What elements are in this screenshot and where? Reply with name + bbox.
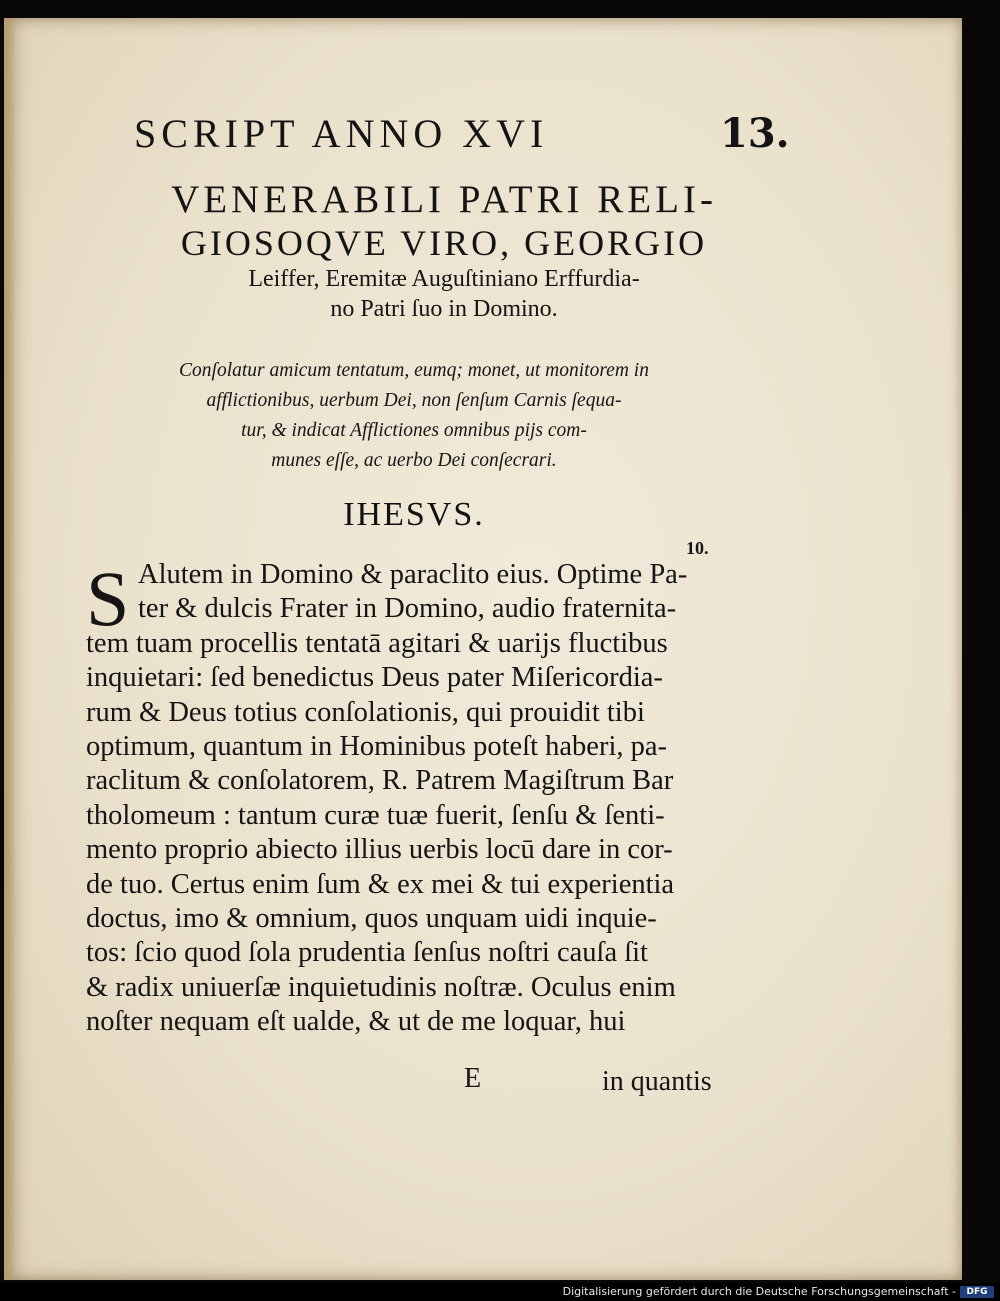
book-page bbox=[4, 18, 962, 1280]
funding-credit: Digitalisierung gefördert durch die Deutsche Forschungsgemeinschaft - bbox=[562, 1285, 956, 1298]
signature-mark: E bbox=[464, 1063, 482, 1094]
body-line: & radix uniuerſæ inquietudinis noſtræ. Oculus enim bbox=[86, 971, 676, 1003]
body-line: tholomeum : tantum curæ tuæ fuerit, ſenſu & ſenti- bbox=[86, 799, 665, 831]
heading-line-4: no Patri ſuo in Domino. bbox=[330, 296, 558, 322]
running-title: SCRIPT ANNO XVI bbox=[134, 111, 549, 156]
body-line: optimum, quantum in Hominibus poteſt haberi, pa- bbox=[86, 730, 668, 762]
argument-line-3: tur, & indicat Afflictiones omnibus pijs com- bbox=[241, 420, 587, 441]
body-line: de tuo. Certus enim ſum & ex mei & tui experientia bbox=[86, 868, 675, 900]
heading-line-2: GIOSOQVE VIRO, GEORGIO bbox=[180, 223, 708, 263]
dfg-logo-icon[interactable]: DFG bbox=[960, 1286, 994, 1298]
folio-number: 13. bbox=[720, 110, 790, 157]
argument-line-4: munes eſſe, ac uerbo Dei conſecrari. bbox=[271, 450, 557, 471]
letter-number: 10. bbox=[686, 538, 709, 558]
argument-line-1: Conſolatur amicum tentatum, eumq; monet, ut monitorem in bbox=[179, 360, 649, 381]
heading-line-3: Leiffer, Eremitæ Auguſtiniano Erffurdia- bbox=[248, 266, 640, 292]
body-line: rum & Deus totius conſolationis, qui prouidit tibi bbox=[86, 696, 645, 728]
footer-bar bbox=[0, 1283, 1000, 1301]
heading-line-1: VENERABILI PATRI RELI- bbox=[171, 178, 717, 221]
argument-summary bbox=[104, 356, 724, 476]
body-line: raclitum & conſolatorem, R. Patrem Magiſtrum Bar bbox=[86, 765, 674, 797]
body-line: tem tuam procellis tentatā agitari & uarijs fluctibus bbox=[86, 627, 668, 659]
body-line: noſter nequam eſt ualde, & ut de me loquar, hui bbox=[86, 1006, 626, 1038]
catchword: in quantis bbox=[602, 1066, 712, 1097]
argument-line-2: afflictionibus, uerbum Dei, non ſenſum Carnis ſequa- bbox=[206, 390, 622, 411]
body-line: Alutem in Domino & paraclito eius. Optime Pa- bbox=[138, 559, 688, 590]
body-text bbox=[86, 555, 736, 1039]
letter-heading bbox=[64, 178, 824, 324]
body-line: doctus, imo & omnium, quos unquam uidi inquie- bbox=[86, 902, 657, 934]
section-title: IHESVS. bbox=[343, 496, 485, 533]
drop-cap: S bbox=[86, 555, 130, 642]
body-line: ter & dulcis Frater in Domino, audio fraternita- bbox=[138, 593, 677, 625]
body-line: mento proprio abiecto illius uerbis locū dare in cor- bbox=[86, 834, 673, 866]
running-head bbox=[4, 110, 962, 170]
body-line: tos: ſcio quod ſola prudentia ſenſus noſtri cauſa ſit bbox=[86, 937, 648, 969]
body-line: inquietari: ſed benedictus Deus pater Miſericordia- bbox=[86, 662, 663, 694]
page-gutter bbox=[4, 18, 16, 1280]
